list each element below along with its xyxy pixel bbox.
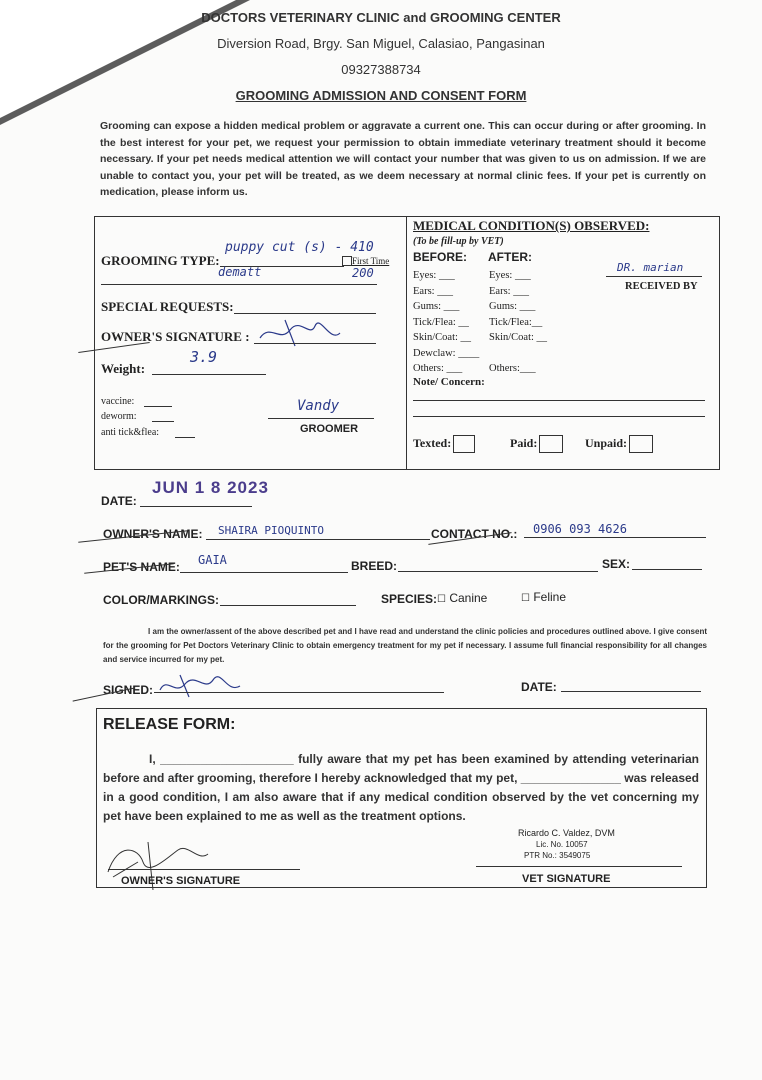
pet-name-value: GAIA bbox=[198, 553, 227, 567]
groomer-label: GROOMER bbox=[300, 423, 359, 435]
owner-name-label: OWNER'S NAME: bbox=[103, 527, 203, 541]
before-item: Ears: ___ bbox=[413, 285, 453, 297]
special-requests-label: SPECIAL REQUESTS: bbox=[101, 299, 234, 314]
intro-paragraph: Grooming can expose a hidden medical problem or aggravate a current one. This can occur during or after grooming. In the best interest for your pet, we request your permission to obtain immediate veterinary treatment should it become necessary. If your pet needs medical attention we will contact your number that was given to us on admission. If we are unable to contact you, your pet will be treated, as we deem necessary at normal clinic fees. If your pet is currently on medication, please inform us. bbox=[100, 120, 706, 198]
species-canine-option[interactable]: ☐ Canine bbox=[437, 591, 488, 605]
antitick-label: anti tick&flea: bbox=[101, 427, 160, 438]
after-item: Eyes: ___ bbox=[489, 270, 531, 281]
vet-signature-label: VET SIGNATURE bbox=[522, 873, 611, 885]
note-label: Note/ Concern: bbox=[413, 376, 485, 388]
after-list bbox=[489, 268, 547, 377]
date-label: DATE: bbox=[101, 494, 137, 508]
form-title: GROOMING ADMISSION AND CONSENT FORM bbox=[235, 88, 527, 103]
signed-label: SIGNED: bbox=[103, 683, 154, 697]
consent-paragraph: I am the owner/assent of the above described pet and I have read and understand the clinic policies and procedures outlined above. I give consent for the grooming for Pet Doctors Veterinary Clinic to obtain emergency treatment for my pet if necessary. I assume full financial responsibility for all changes and service incurred for my pet. bbox=[103, 627, 707, 664]
owner-name-value: SHAIRA PIOQUINTO bbox=[218, 524, 324, 537]
paid-label: Paid: bbox=[510, 435, 563, 453]
received-by-label: RECEIVED BY bbox=[625, 281, 698, 292]
after-item: Tick/Flea:__ bbox=[489, 316, 543, 328]
grooming-type-value-2-price: 200 bbox=[352, 266, 374, 280]
before-item: Eyes: ___ bbox=[413, 270, 455, 281]
before-label: BEFORE: bbox=[413, 250, 467, 264]
grooming-type-value: puppy cut (s) - 410 bbox=[225, 240, 374, 255]
medical-subtitle: (To be fill-up by VET) bbox=[413, 236, 504, 247]
owner-signature-label: OWNER'S SIGNATURE : bbox=[101, 329, 250, 344]
unpaid-label: Unpaid: bbox=[585, 435, 653, 453]
after-item: Gums: ___ bbox=[489, 301, 536, 312]
before-item: Skin/Coat: __ bbox=[413, 332, 472, 343]
groomer-value: Vandy bbox=[297, 398, 340, 414]
clinic-name: DOCTORS VETERINARY CLINIC and GROOMING CENTER bbox=[201, 10, 561, 25]
grooming-type-value-2: dematt bbox=[218, 265, 262, 279]
vaccine-label: vaccine: bbox=[101, 396, 135, 407]
species-feline-option[interactable]: ☐ Feline bbox=[521, 590, 566, 604]
date-stamp: JUN 1 8 2023 bbox=[152, 478, 269, 497]
clinic-address: Diversion Road, Brgy. San Miguel, Calasiao, Pangasinan bbox=[217, 36, 545, 51]
release-paragraph: I, ____________________ fully aware that my pet has been examined by attending veterinarian before and after grooming, therefore I hereby acknowledged that my pet, _______________ was released in a good condition, I am also aware that if any medical condition observed by the vet concerning my pet have been explained to me as well as the treatment options. bbox=[103, 752, 699, 823]
pet-name-label: PET'S NAME: bbox=[103, 560, 180, 574]
first-time-checkbox[interactable] bbox=[342, 256, 352, 266]
before-item: Tick/Flea: __ bbox=[413, 316, 469, 328]
owner-signature-release-label: OWNER'S SIGNATURE bbox=[121, 875, 241, 887]
after-label: AFTER: bbox=[488, 250, 532, 264]
vet-ptr: PTR No.: 3549075 bbox=[524, 851, 591, 860]
paid-checkbox[interactable] bbox=[539, 435, 563, 453]
after-item: Skin/Coat: __ bbox=[489, 332, 548, 343]
before-item: Others: ___ bbox=[413, 363, 463, 374]
before-item: Dewclaw: ____ bbox=[413, 347, 480, 359]
texted-checkbox[interactable] bbox=[453, 435, 475, 453]
date2-label: DATE: bbox=[521, 680, 557, 694]
after-item: Ears: ___ bbox=[489, 285, 529, 297]
vet-license: Lic. No. 10057 bbox=[536, 840, 588, 849]
breed-label: BREED: bbox=[351, 559, 398, 573]
weight-label: Weight: bbox=[101, 361, 146, 376]
first-time-label: First Time bbox=[352, 256, 390, 266]
deworm-label: deworm: bbox=[101, 411, 137, 422]
species-label: SPECIES: bbox=[381, 592, 438, 606]
contact-label: CONTACT NO.: bbox=[431, 527, 518, 541]
texted-label: Texted: bbox=[413, 435, 475, 453]
vet-name: Ricardo C. Valdez, DVM bbox=[518, 828, 615, 838]
medical-title: MEDICAL CONDITION(S) OBSERVED: bbox=[413, 218, 650, 233]
after-item: Others:___ bbox=[489, 363, 536, 374]
release-title: RELEASE FORM: bbox=[103, 716, 236, 733]
grooming-type-label: GROOMING TYPE: bbox=[101, 253, 220, 268]
before-item: Gums: ___ bbox=[413, 301, 460, 312]
weight-value: 3.9 bbox=[190, 348, 218, 366]
received-by-value: DR. marian bbox=[617, 261, 684, 274]
color-label: COLOR/MARKINGS: bbox=[103, 593, 219, 607]
signed-signature-image bbox=[155, 672, 245, 700]
contact-value: 0906 093 4626 bbox=[533, 522, 627, 536]
sex-label: SEX: bbox=[602, 557, 631, 571]
unpaid-checkbox[interactable] bbox=[629, 435, 653, 453]
clinic-phone: 09327388734 bbox=[341, 62, 421, 77]
before-list bbox=[413, 268, 479, 377]
